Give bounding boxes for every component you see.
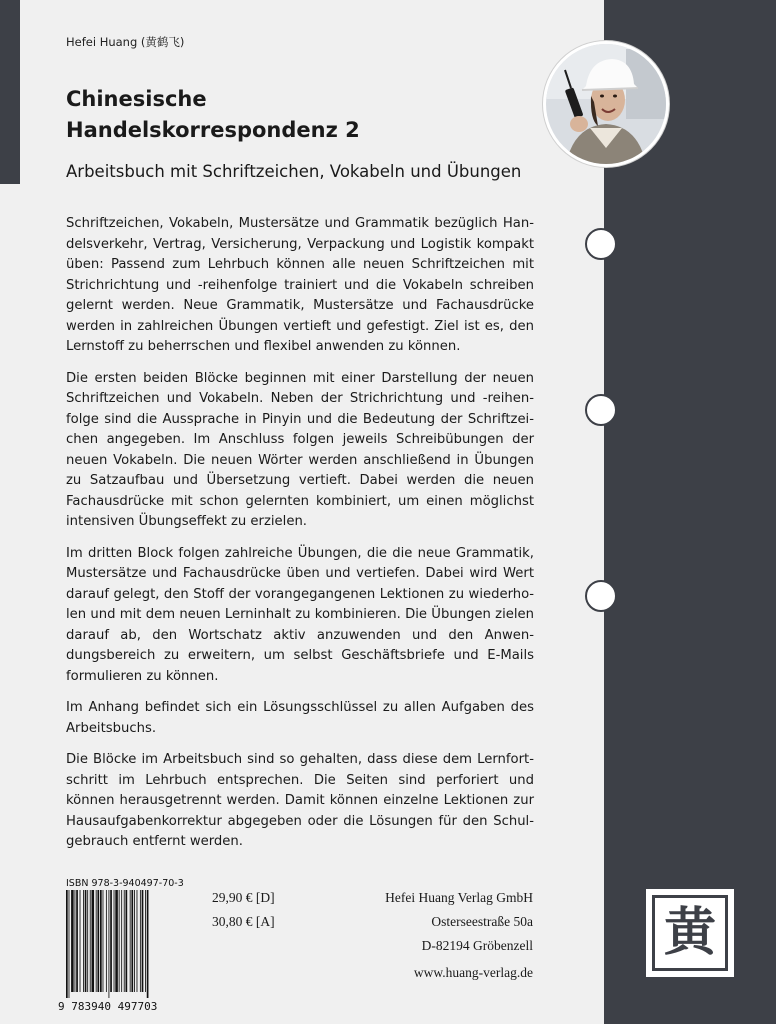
book-subtitle: Arbeitsbuch mit Schriftzeichen, Vokabeln und Übungen — [66, 162, 522, 181]
blurb-text — [66, 214, 534, 864]
barcode-bar — [85, 890, 87, 992]
isbn-label: ISBN 978-3-940497-70-3 — [66, 878, 184, 889]
publisher-name: Hefei Huang Verlag GmbH — [385, 890, 533, 905]
barcode-bar — [71, 890, 74, 992]
publisher-address — [360, 886, 533, 958]
barcode-bar — [114, 890, 115, 992]
publisher-logo — [646, 889, 734, 977]
punch-hole — [585, 394, 617, 426]
barcode-bar — [110, 890, 112, 992]
book-title — [66, 84, 360, 146]
barcode-bar — [83, 890, 84, 992]
barcode-bar — [75, 890, 76, 992]
woman-with-hardhat-photo — [546, 44, 666, 164]
price-austria: 30,80 € [A] — [212, 914, 275, 929]
publisher-city: D-82194 Gröbenzell — [421, 938, 533, 953]
barcode-bar — [121, 890, 122, 992]
punch-hole — [585, 580, 617, 612]
barcode-bar — [147, 890, 149, 998]
barcode-bar — [140, 890, 141, 992]
barcode-bar — [130, 890, 131, 992]
barcode-bar — [96, 890, 97, 992]
barcode-bar — [115, 890, 118, 992]
left-edge-tab — [0, 0, 20, 184]
barcode-bar — [80, 890, 81, 992]
blurb-paragraph: Die ersten beiden Blöcke beginnen mit einer Darstellung der neuen Schriftzeichen und Vokabeln. Neben der Strichrichtung und -reihenfolge sind die Aussprache in Pinyin und die Bedeutung der Schriftzeichen angegeben. Im Anschluss folgen jeweils Schreibübungen der neuen Vokabeln. Die neuen Wörter werden anschließend in Übungen zu Satzaufbau und Übersetzung vertieft. Dabei werden die neuen Fachausdrücke mit schon gelernten kombiniert, um einen möglichst intensiven Übungseffekt zu erzielen. — [66, 370, 534, 529]
book-title-line: Chinesische — [66, 87, 207, 111]
barcode-bar — [134, 890, 135, 992]
barcode-bar — [97, 890, 99, 992]
barcode-bar — [145, 890, 146, 992]
barcode-bar — [69, 890, 70, 998]
barcode-bar — [119, 890, 120, 992]
price-list — [212, 886, 275, 934]
barcode-bar — [76, 890, 78, 992]
isbn-barcode — [66, 890, 178, 998]
barcode-bar — [100, 890, 102, 992]
publisher-street: Osterseestraße 50a — [431, 914, 533, 929]
barcode-bar — [66, 890, 68, 998]
price-germany: 29,90 € [D] — [212, 890, 275, 905]
blurb-paragraph: Die Blöcke im Arbeitsbuch sind so gehalten, dass diese dem Lernfortschritt im Lehrbuch entsprechen. Die Seiten sind perforiert und können herausgetrennt werden. Damit können einzelne Lektionen zur Hausaufgabenkorrektur abgegeben oder die Lösungen für den Schulgebrauch entfernt werden. — [66, 752, 534, 849]
logo-character: 黄 — [652, 895, 728, 971]
barcode-bar — [87, 890, 88, 992]
blurb-paragraph: Im dritten Block folgen zahlreiche Übungen, die die neue Grammatik, Mustersätze und Fachausdrücke üben und vertiefen. Dabei wird Wert darauf gelegt, den Stoff der vorangegangenen Lektionen zu wiederholen und mit dem neuen Lerninhalt zu kombinieren. Die Übungen zielen darauf ab, den Wortschatz aktiv anzuwenden und den Anwendungsbereich zu erweitern, um selbst Geschäftsbriefe und E-Mails formulieren zu können. — [66, 545, 534, 684]
cover-photo — [543, 41, 669, 167]
book-title-line: Handelskorrespondenz 2 — [66, 118, 360, 142]
blurb-paragraph: Im Anhang befindet sich ein Lösungsschlüssel zu allen Aufgaben des Arbeitsbuchs. — [66, 700, 534, 736]
barcode-bar — [137, 890, 138, 992]
barcode-bar — [142, 890, 144, 992]
barcode-bar — [126, 890, 128, 992]
barcode-bar — [103, 890, 104, 992]
barcode-bar — [131, 890, 133, 992]
barcode-bar — [90, 890, 91, 992]
barcode-bar — [92, 890, 95, 992]
barcode-digits: 9 783940 497703 — [58, 1000, 158, 1013]
punch-hole — [585, 228, 617, 260]
blurb-paragraph: Schriftzeichen, Vokabeln, Mustersätze und Grammatik bezüglich Handelsverkehr, Vertrag, Versicherung, Verpackung und Logistik kompakt üben: Passend zum Lehrbuch können alle neuen Schriftzeichen mit Strichrichtung und -reihenfolge trainiert und die Vokabeln schreiben gelernt werden. Neue Grammatik, Mustersätze und Fachausdrücke werden in zahlreichen Übungen vertieft und gefestigt. Ziel ist es, den Lernstoff zu beherrschen und flexibel anwenden zu können. — [66, 216, 534, 354]
author-name: Hefei Huang (黄鹤飞) — [66, 35, 185, 49]
barcode-bar — [106, 890, 107, 992]
publisher-website: www.huang-verlag.de — [413, 965, 533, 980]
barcode-bar — [109, 890, 110, 998]
barcode-bar — [124, 890, 125, 992]
